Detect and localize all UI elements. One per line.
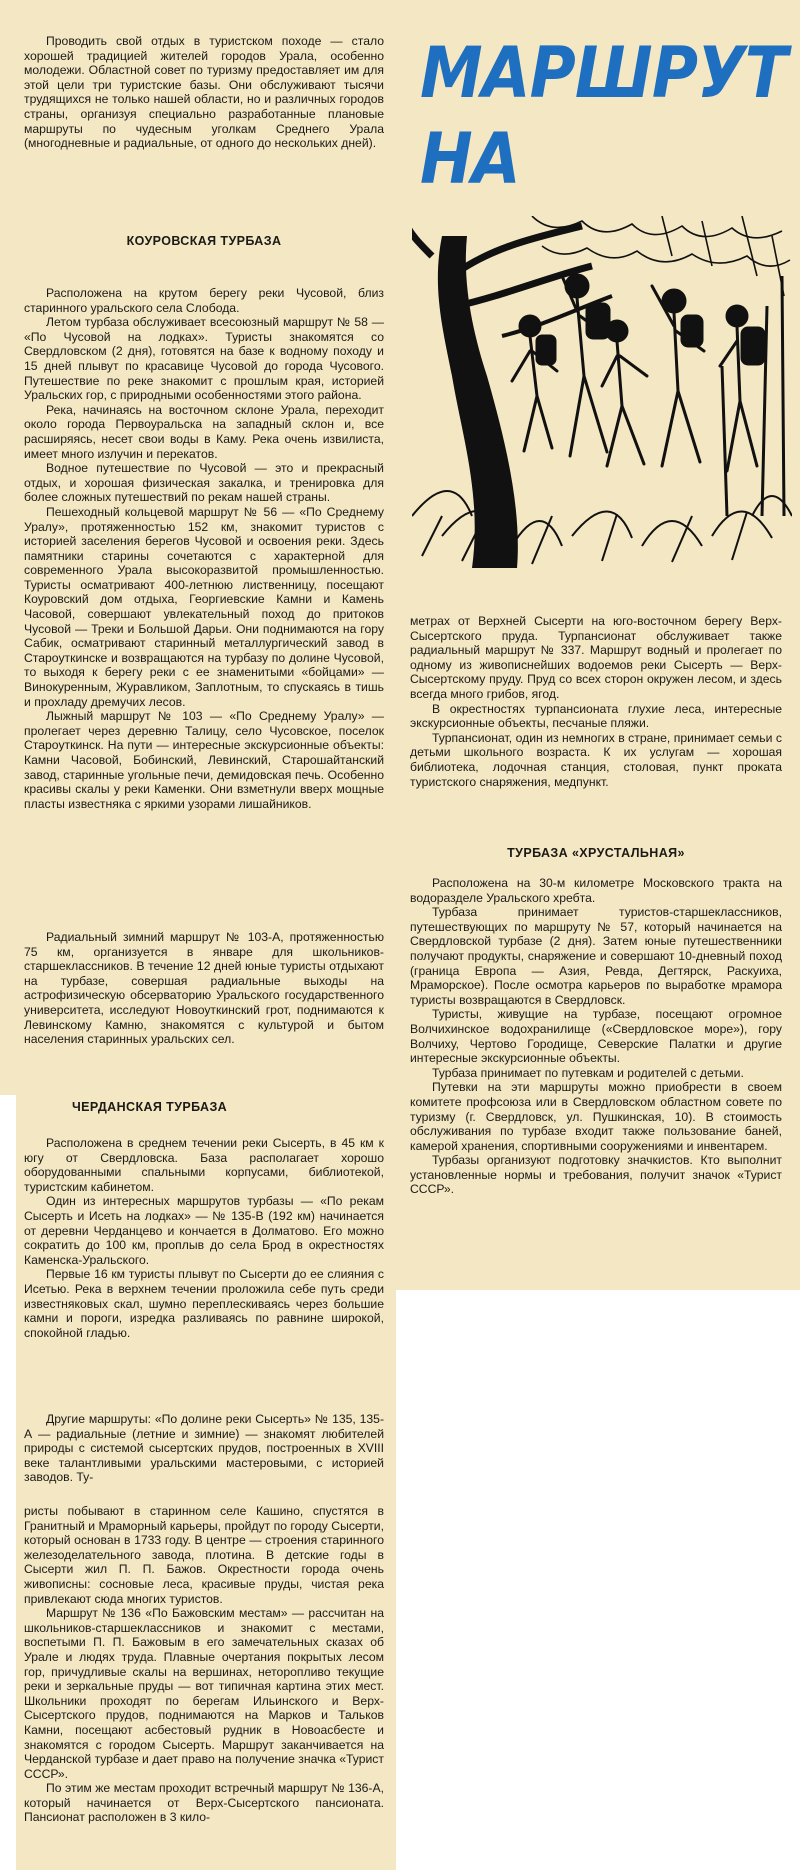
heading-kourovskaya: КОУРОВСКАЯ ТУРБАЗА <box>126 234 282 248</box>
paragraph: Пешеходный кольцевой маршрут № 56 — «По Среднему Уралу», протяженностью 152 км, знакомит туристов с историей заселения берегов Чусовой и освоения реки. Здесь памятники старины сочетаются с характерной для современного Урала высокоразвитой промышленностью. Туристы осматривают 400-летнюю лиственницу, посещают Коуровский дом отдыха, Георгиевские Камни и Камень Часовой, совершают увлекательный поход до притоков Чусовой — Треки и Большой Дарьи. Они поднимаются на гору Сабик, осматривают старинный металлургический завод в Староуткинске и возвращаются на турбазу по долине Чусовой, то выходя к берегу реки с ее знаменитыми «бойцами» — Винокуренным, Журавликом, Заплотным, то спускаясь в тишь и прохладу дремучих лесов. <box>24 504 384 709</box>
paragraph: По этим же местам проходит встречный маршрут № 136-А, который начинается от Верх-Сысертского пансионата. Пансионат расположен в 3 кило- <box>24 1781 384 1825</box>
paragraph: Расположена на крутом берегу реки Чусовой, близ старинного уральского села Слобода. <box>24 286 384 315</box>
paragraph: ристы побывают в старинном селе Кашино, спустятся в Гранитный и Мраморный карьеры, пройдут по городу Сысерти, который основан в 1733 году. В центре — строения старинного железоделательного завода, плотина. В детские годы в Сысерти жил П. П. Бажов. Окрестности города очень живописны: сосновые леса, красивые пруды, чистая река привлекают сюда многих туристов. <box>24 1504 384 1606</box>
paragraph: Другие маршруты: «По долине реки Сысерть» № 135, 135-А — радиальные (летние и зимние) — знакомят любителей природы с системой сысертских прудов, построенных в XVIII веке талантливыми уральскими мастеровыми, с историей заводов. Ту- <box>24 1412 384 1485</box>
paragraph: Один из интересных маршрутов турбазы — «По рекам Сысерть и Исеть на лодках» — № 135-В (192 км) начинается от деревни Черданцево и кончается в Долматово. Его можно сократить до 100 км, проплыв до села Брод в окрестностях Каменска-Уральского. <box>24 1194 384 1267</box>
heading-cherdanskaya: ЧЕРДАНСКАЯ ТУРБАЗА <box>72 1100 228 1114</box>
kourovskaya-text-1 <box>24 286 384 811</box>
kourovskaya-text-2 <box>24 930 384 1047</box>
title-line-2: НА <box>420 118 520 200</box>
paragraph: Летом турбаза обслуживает всесоюзный маршрут № 58 — «По Чусовой на лодках». Туристы знакомятся со Свердловском (2 дня), готовятся на базе к водному походу и 15 дней плывут по красавице Чусовой до города Чусового. Путешествие по реке знакомит с прошлым края, историей Уральских гор, с природными особенностями этого района. <box>24 315 384 403</box>
paragraph: Маршрут № 136 «По Бажовским местам» — рассчитан на школьников-старшеклассников и знакомит с местами, воспетыми П. П. Бажовым в его замечательных сказах об Урале и людях труда. Плавные очертания покрытых лесом гор, причудливые скалы на вершинах, неторопливо текущие реки и зеркальные пруды — вот типичная картина этих мест. Школьники проходят по берегам Ильинского и Верх-Сысертского прудов, поднимаются на Марков и Тальков Камни, посещают асбестовый рудник в Новоасбесте и знакомятся с городом Сысерть. Маршрут заканчивается на Черданской турбазе и дает право на получение значка «Турист СССР». <box>24 1606 384 1781</box>
paragraph: Расположена на 30-м километре Московского тракта на водоразделе Уральского хребта. <box>410 876 782 905</box>
pansionat-text <box>410 614 782 789</box>
cherdanskaya-text-3 <box>24 1504 384 1825</box>
paragraph: Расположена в среднем течении реки Сысерть, в 45 км к югу от Свердловска. База располагает хорошо оборудованными спальными корпусами, библиотекой, туристским кабинетом. <box>24 1136 384 1194</box>
paragraph: В окрестностях турпансионата глухие леса, интересные экскурсионные объекты, песчаные пляжи. <box>410 701 782 731</box>
paragraph: Турбаза принимает туристов-старшеклассников, путешествующих по маршруту № 57, который начинается на Свердловской турбазе (2 дня). Затем юные путешественники получают продукты, снаряжение и совершают 10-дневный поход (граница Европа — Азия, Ревда, Дегтярск, Раскуиха, Мраморское). После осмотра карьеров по выработке мрамора туристы возвращаются в Свердловск. <box>410 905 782 1007</box>
paragraph: Турбаза принимает по путевкам и родителей с детьми. <box>432 1065 744 1080</box>
cherdanskaya-text-1 <box>24 1136 384 1340</box>
paragraph: Лыжный маршрут № 103 — «По Среднему Уралу» — пролегает через деревню Талицу, село Чусовское, поселок Староуткинск. На пути — интересные экскурсионные объекты: Камни Часовой, Бобинский, Левинский, Старошайтанский завод, старинные угольные печи, демидовская печь. Особенно красивы скалы у реки Каменки. Они взметнули вверх мощные пласты известняка с яркими узорами лишайников. <box>24 709 384 811</box>
intro-text <box>24 34 384 151</box>
paragraph: Река, начинаясь на восточном склоне Урала, переходит около города Первоуральска на западный склон и, все расширяясь, несет свои воды в Каму. Река очень извилиста, имеет много излучин и перекатов. <box>24 402 384 461</box>
paragraph: Водное путешествие по Чусовой — это и прекрасный отдых, и хорошая физическая закалка, и тренировка для более сложных путешествий по рекам нашей страны. <box>24 461 384 505</box>
intro-paragraph: Проводить свой отдых в туристском походе — стало хорошей традицией жителей городов Урала, особенно молодежи. Областной совет по туризму предоставляет им для этой цели три туристские базы. Они обслуживают тысячи трудящихся не только нашей области, но и различных городов страны, организуя специально разработанные плановые маршруты по чудесным уголкам Среднего Урала (многодневные и радиальные, от одного до нескольких дней). <box>24 34 384 151</box>
paragraph: Турпансионат, один из немногих в стране, принимает семьи с детьми школьного возраста. К их услугам — хорошая библиотека, лодочная станция, столовая, пункт проката туристского снаряжения, медпункт. <box>410 730 782 789</box>
khrustalnaya-text <box>410 876 782 1197</box>
heading-khrustalnaya: ТУРБАЗА «ХРУСТАЛЬНАЯ» <box>507 846 685 860</box>
cherdanskaya-text-2 <box>24 1412 384 1485</box>
paragraph: Путевки на эти маршруты можно приобрести в своем комитете профсоюза или в Свердловском областном совете по туризму (г. Свердловск, ул. Пушкинская, 10). В стоимость обслуживания по турбазе входит также пользование баней, камерой хранения, спортивными сооружениями и инвентарем. <box>410 1080 782 1153</box>
hikers-illustration <box>412 216 792 568</box>
paragraph: Первые 16 км туристы плывут по Сысерти до ее слияния с Исетью. Река в верхнем течении проложила себе путь среди известняковых скал, шумно переплескиваясь через большие камни и пороги, изредка разливаясь по равнине широкой, спокойной гладью. <box>24 1267 384 1340</box>
title-line-1: МАРШРУТ <box>420 32 787 114</box>
paragraph: Турбазы организуют подготовку значкистов. Кто выполнит установленные нормы и требования, получит значок «Турист СССР». <box>410 1153 782 1197</box>
paragraph: Радиальный зимний маршрут № 103-А, протяженностью 75 км, организуется в январе для школьников-старшеклассников. В течение 12 дней юные туристы отдыхают на турбазе, совершая радиальные выходы на астрофизическую обсерваторию Уральского государственного университета, исследуют Новоуткинский грот, поднимаются к Левинскому Камню, знакомятся с культурой и бытом населения старинных уральских сел. <box>24 930 384 1047</box>
paragraph: метрах от Верхней Сысерти на юго-восточном берегу Верх-Сысертского пруда. Турпансионат обслуживает также радиальный маршрут № 337. Маршрут водный и пролегает по одному из живописнейших водоемов реки Сысерть — Верх-Сысертскому пруду. Пруд со всех сторон окружен лесом, и здесь всегда много грибов, ягод. <box>410 614 782 701</box>
paragraph: Туристы, живущие на турбазе, посещают огромное Волчихинское водохранилище («Свердловское море»), гору Волчиху, Чертово Городище, Северские Палатки и другие интересные экскурсионные объекты. <box>410 1007 782 1066</box>
